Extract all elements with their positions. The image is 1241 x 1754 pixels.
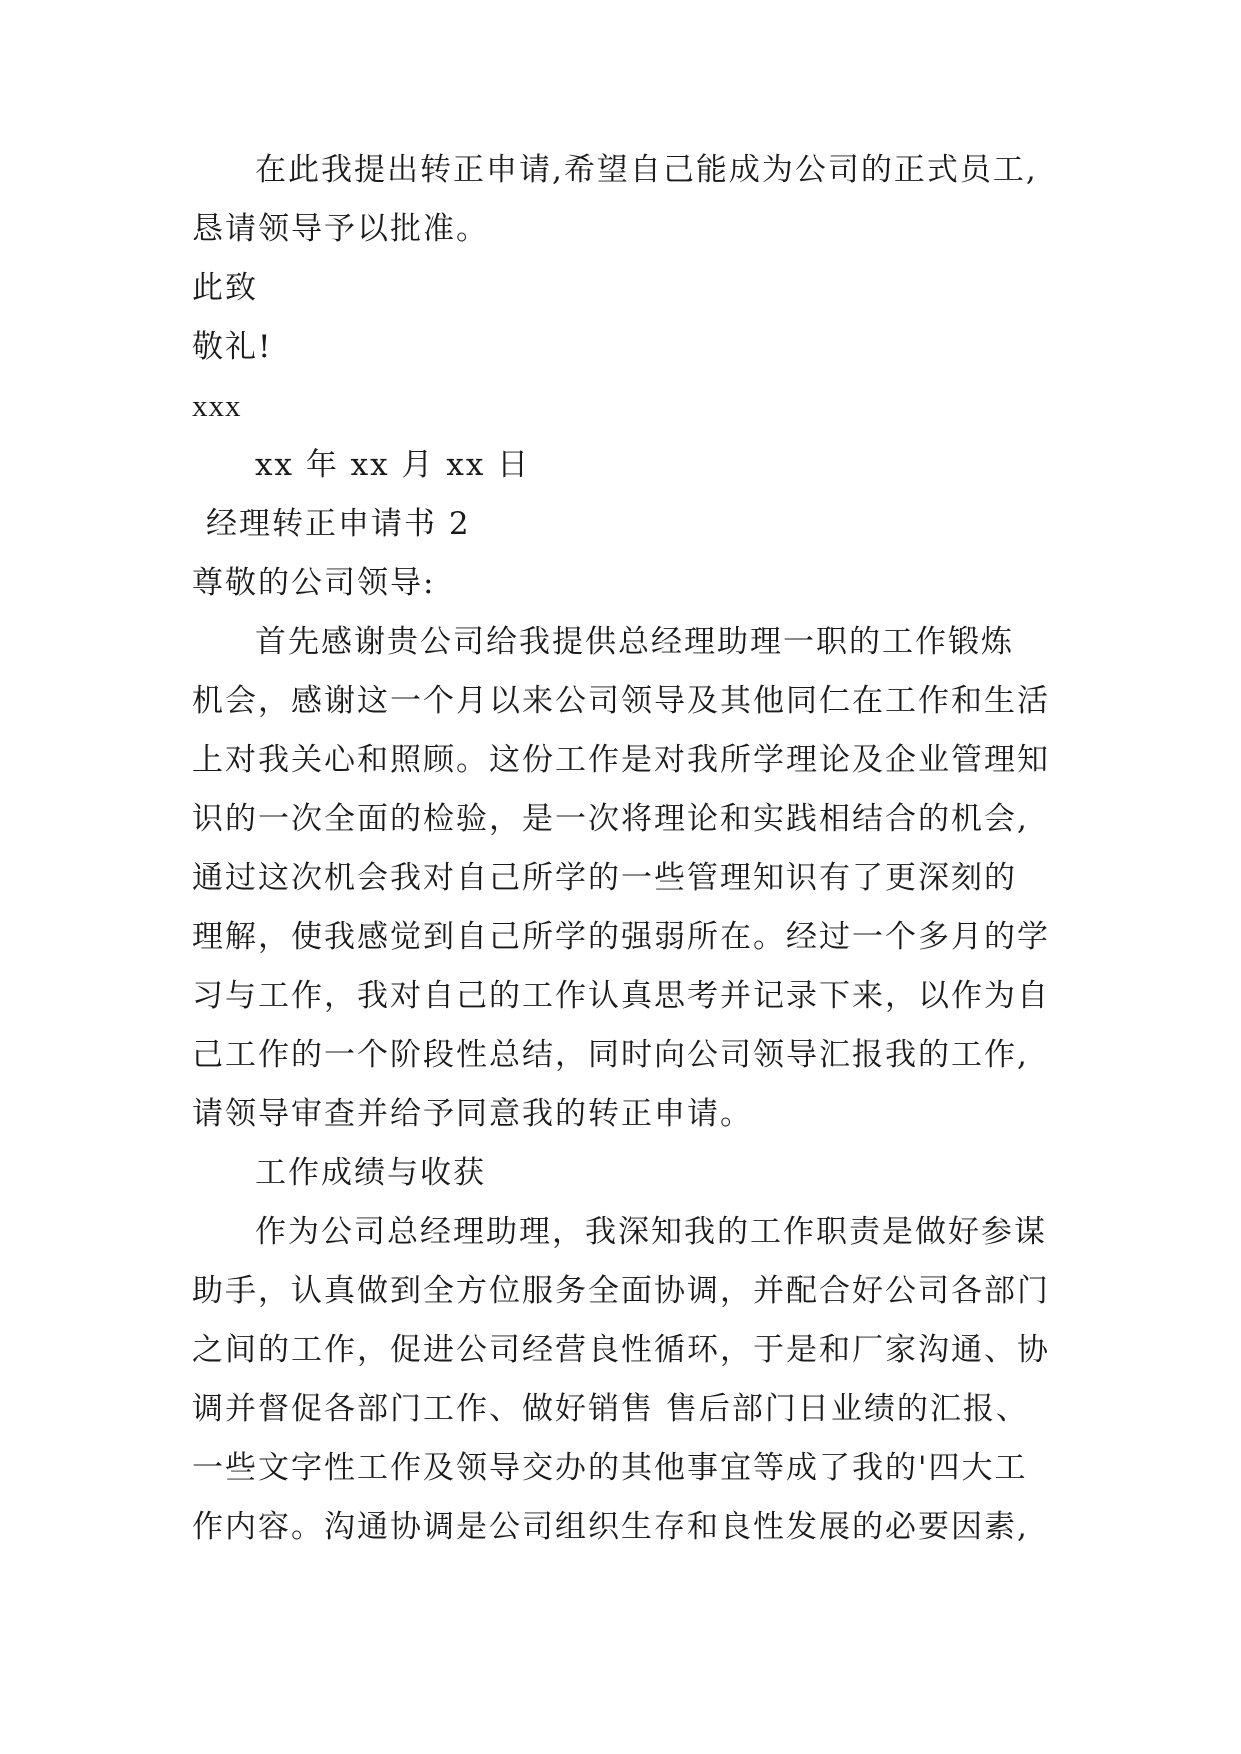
text-line: 一些文字性工作及领导交办的其他事宜等成了我的'四大工 (192, 1450, 1028, 1486)
greeting-line: 尊敬的公司领导: (192, 565, 436, 601)
text-line: 首先感谢贵公司给我提供总经理助理一职的工作锻炼 (255, 624, 1014, 660)
text-line: 恳请领导予以批准。 (192, 211, 489, 247)
text-line: 上对我关心和照顾。这份工作是对我所学理论及企业管理知 (192, 742, 1050, 778)
text-line: 机会，感谢这一个月以来公司领导及其他同仁在工作和生活 (192, 683, 1050, 719)
section-title: 经理转正申请书 2 (206, 506, 471, 542)
text-line: 识的一次全面的检验，是一次将理论和实践相结合的机会, (192, 801, 1029, 837)
date-line: xx 年 xx 月 xx 日 (255, 447, 531, 483)
text-line: 调并督促各部门工作、做好销售 售后部门日业绩的汇报、 (192, 1391, 1029, 1427)
text-line: 请领导审查并给予同意我的转正申请。 (192, 1096, 753, 1132)
text-line: 通过这次机会我对自己所学的一些管理知识有了更深刻的 (192, 860, 1017, 896)
text-line: 在此我提出转正申请,希望自己能成为公司的正式员工, (255, 152, 1038, 188)
text-line: 之间的工作，促进公司经营良性循环，于是和厂家沟通、协 (192, 1332, 1050, 1368)
text-line: 作为公司总经理助理，我深知我的工作职责是做好参谋 (255, 1214, 1047, 1250)
salutation-line: 敬礼! (192, 329, 273, 365)
salutation-line: 此致 (192, 270, 258, 306)
text-line: 习与工作，我对自己的工作认真思考并记录下来，以作为自 (192, 978, 1050, 1014)
text-line: 作内容。沟通协调是公司组织生存和良性发展的必要因素, (192, 1509, 1029, 1545)
text-line: 己工作的一个阶段性总结，同时向公司领导汇报我的工作, (192, 1037, 1029, 1073)
text-line: 助手，认真做到全方位服务全面协调，并配合好公司各部门 (192, 1273, 1050, 1309)
subheading: 工作成绩与收获 (255, 1155, 486, 1191)
signature-line: xxx (192, 388, 242, 423)
text-line: 理解，使我感觉到自己所学的强弱所在。经过一个多月的学 (192, 919, 1050, 955)
